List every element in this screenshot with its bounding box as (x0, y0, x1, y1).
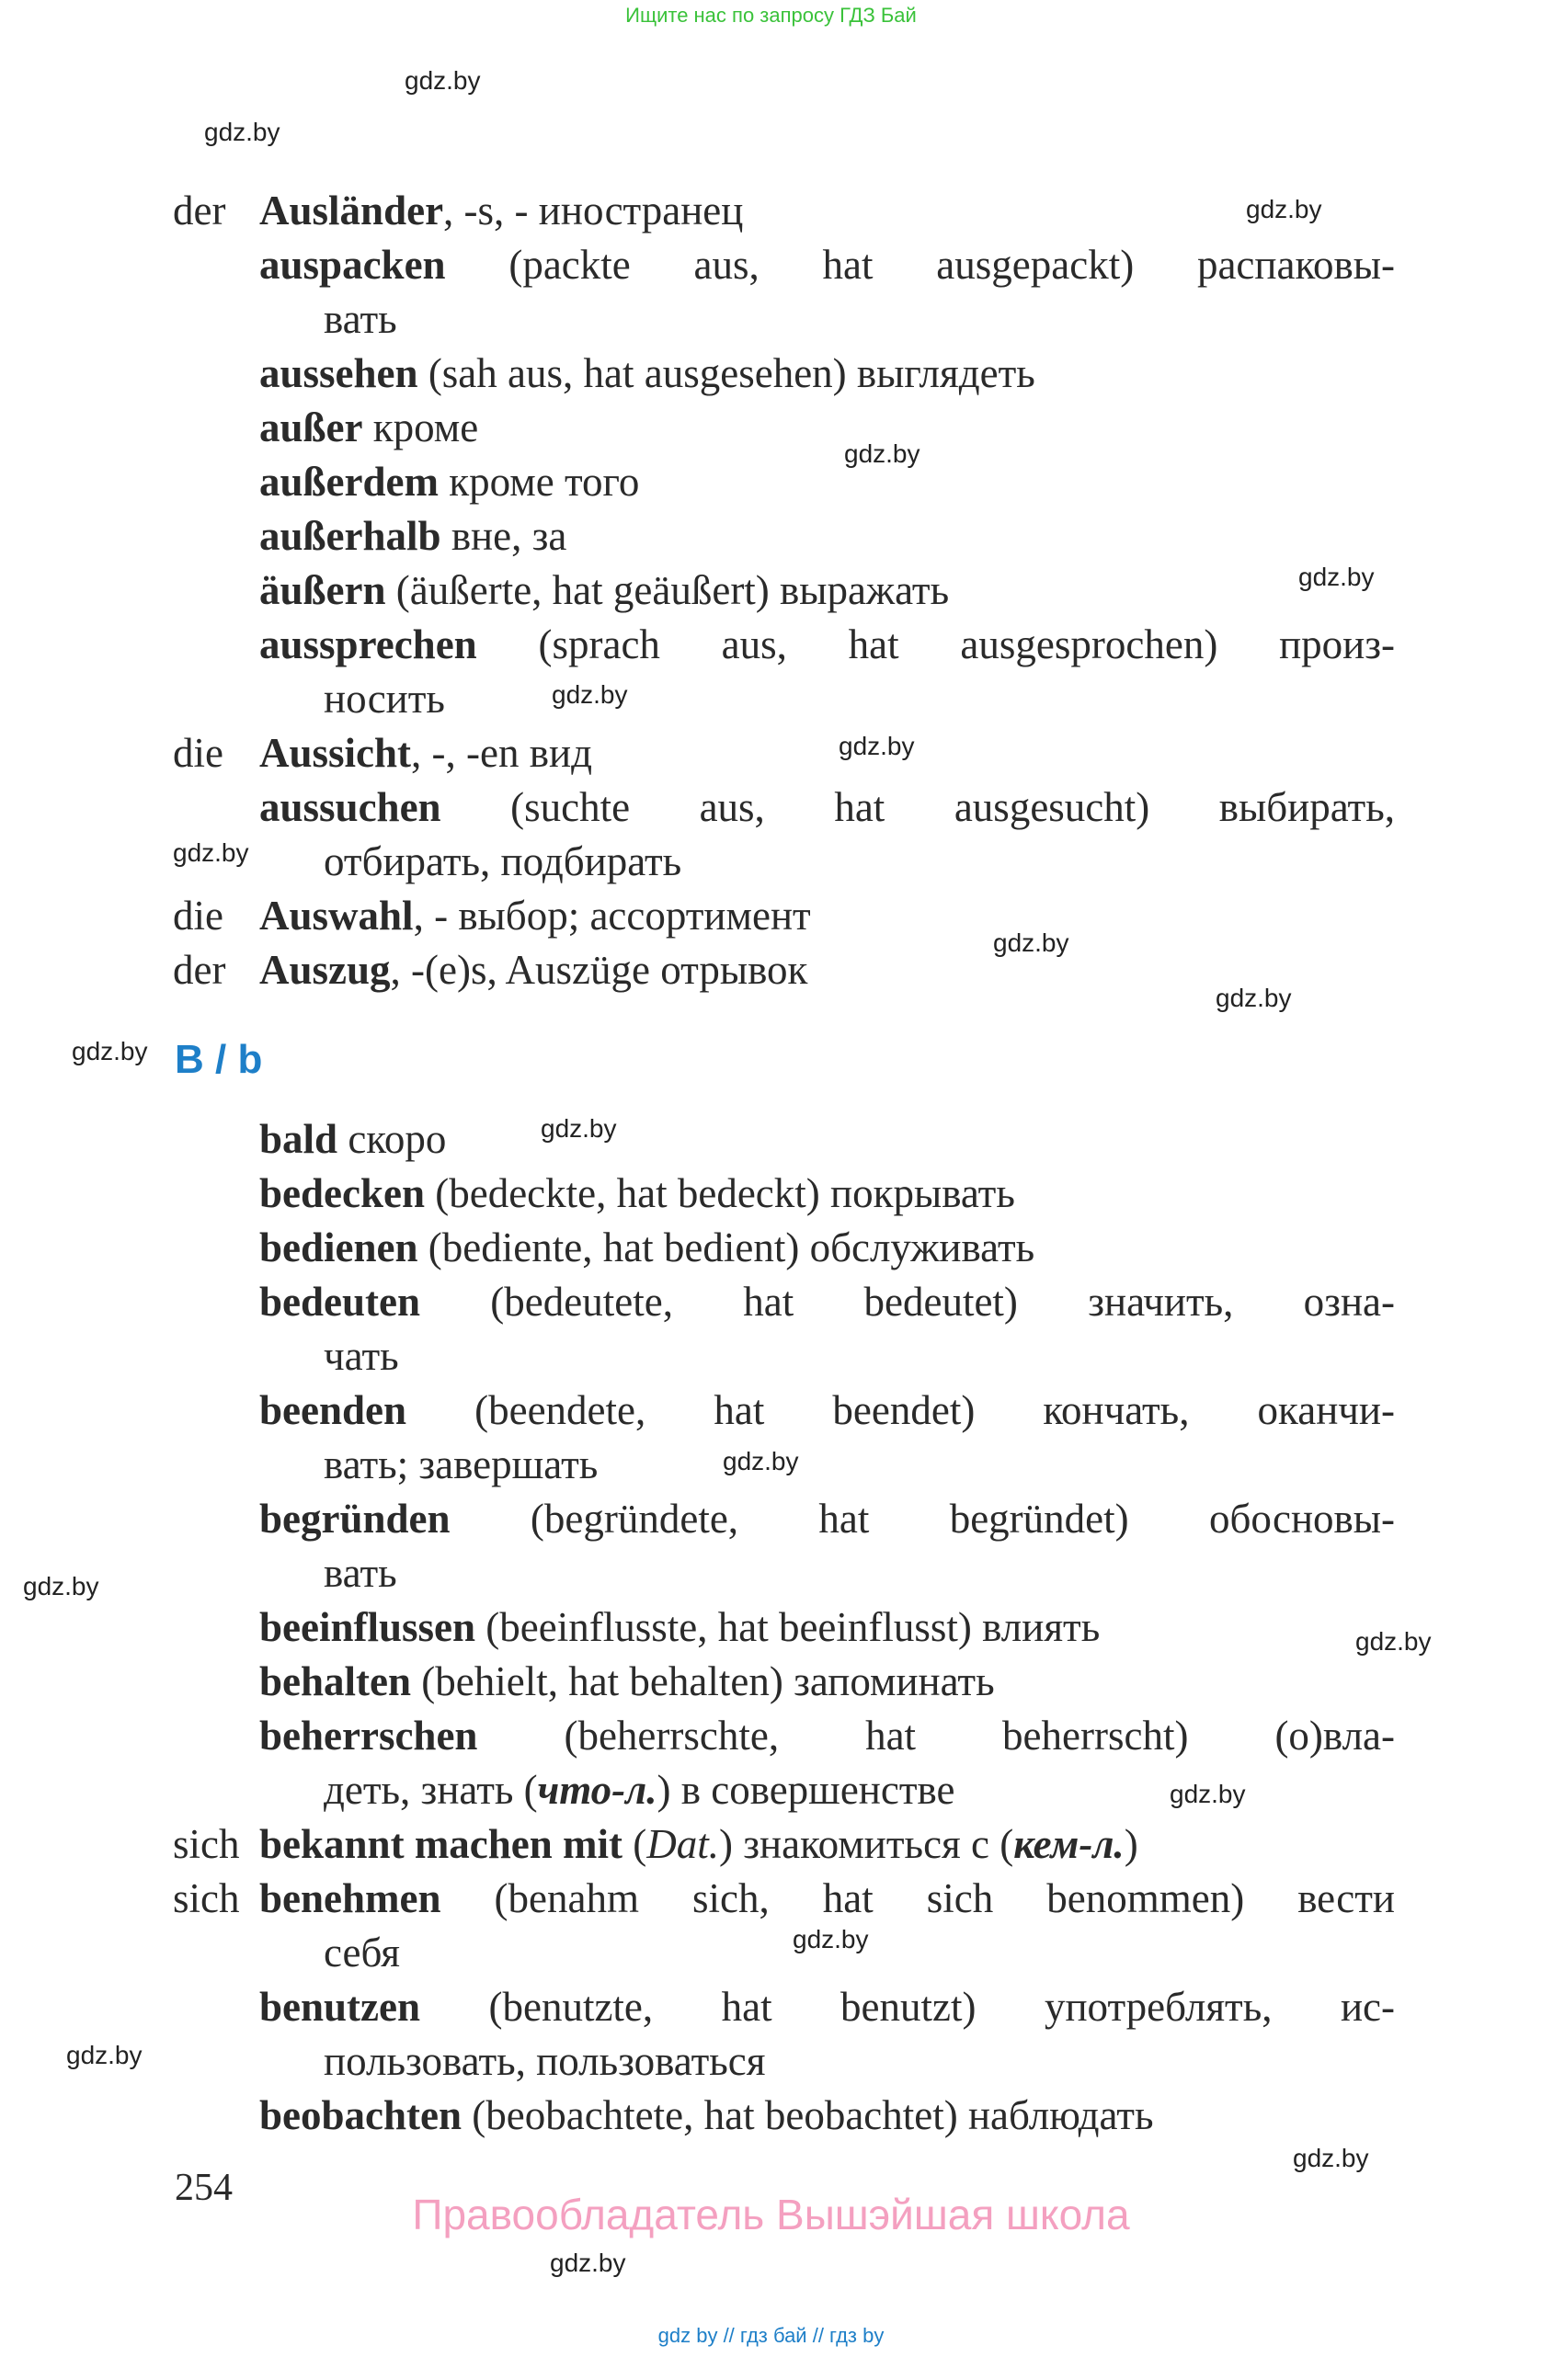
entry-continuation: себя (324, 1930, 400, 1976)
watermark: gdz.by (550, 2249, 626, 2277)
entry-definition: вне, за (440, 513, 567, 559)
dictionary-entry (259, 1112, 446, 1167)
entry-line (259, 726, 592, 780)
entry-article: der (173, 947, 226, 993)
entry-line (259, 1817, 1138, 1872)
entry-line (259, 238, 1395, 292)
rights-holder: Правообладатель Вышэйшая школа (412, 2191, 1130, 2238)
watermark: gdz.by (173, 838, 249, 867)
entry-definition: (bedeutete, hat bedeutet) значить, озна- (420, 1279, 1395, 1325)
entry-definition: (sah aus, hat ausgesehen) выглядеть (417, 350, 1035, 396)
entry-headword: bedeuten (259, 1279, 421, 1325)
entry-headword: außer (259, 404, 363, 450)
entry-definition: , -s, - иностранец (443, 188, 744, 233)
watermark: gdz.by (1246, 195, 1322, 223)
entry-article: die (173, 893, 223, 939)
watermark: gdz.by (66, 2041, 143, 2069)
entry-italic-note: Dat. (646, 1821, 720, 1867)
watermark: gdz.by (839, 732, 915, 760)
entry-definition: ( (623, 1821, 647, 1867)
watermark: gdz.by (1293, 2144, 1369, 2172)
entry-line (259, 1872, 1395, 1926)
dictionary-entry (259, 509, 566, 564)
entry-headword: Auszug (259, 947, 391, 993)
entry-headword: behalten (259, 1658, 412, 1704)
entry-line (259, 780, 1395, 835)
watermark: gdz.by (723, 1447, 799, 1475)
entry-headword: begründen (259, 1496, 451, 1542)
entry-definition: (bediente, hat bedient) обслуживать (417, 1224, 1035, 1270)
entry-definition: (suchte aus, hat ausgesucht) выбирать, (440, 784, 1395, 830)
dictionary-entry (259, 455, 639, 509)
entry-line (259, 1492, 1395, 1546)
dictionary-entry (259, 1655, 995, 1709)
entry-headword: beeinflussen (259, 1604, 476, 1650)
entry-definition: (äußerte, hat geäußert) выражать (385, 567, 950, 613)
entry-headword: aussehen (259, 350, 418, 396)
entry-definition: (beherrschte, hat beherrscht) (о)вла- (477, 1713, 1395, 1759)
watermark: gdz.by (1355, 1627, 1432, 1656)
watermark: gdz.by (1170, 1780, 1246, 1808)
entry-definition: (sprach aus, hat ausgesprochen) произ- (476, 621, 1395, 667)
watermark: gdz.by (1216, 984, 1292, 1012)
entry-continuation-text: ) в совершенстве (657, 1767, 955, 1813)
entry-line (259, 889, 811, 943)
entry-headword: beenden (259, 1387, 407, 1433)
entry-line (259, 1275, 1395, 1329)
entry-headword: außerdem (259, 459, 439, 505)
entry-continuation: чать (324, 1333, 399, 1379)
watermark: gdz.by (23, 1572, 99, 1600)
entry-headword: benutzen (259, 1984, 421, 2030)
dictionary-entry (259, 347, 1035, 401)
entry-continuation: вать (324, 296, 397, 342)
dictionary-entry (259, 1600, 1100, 1655)
entry-headword: bedecken (259, 1170, 425, 1216)
watermark: gdz.by (405, 66, 481, 95)
entry-headword: Aussicht (259, 730, 412, 776)
entry-headword: außerhalb (259, 513, 441, 559)
entry-article: der (173, 188, 226, 233)
entry-headword: bekannt machen mit (259, 1821, 623, 1867)
entry-headword: äußern (259, 567, 386, 613)
watermark: gdz.by (204, 118, 280, 146)
watermark: gdz.by (793, 1925, 869, 1953)
entry-definition: ) знакомиться с ( (719, 1821, 1014, 1867)
entry-definition: , -(e)s, Auszüge отрывок (390, 947, 808, 993)
entry-line (259, 184, 743, 238)
entry-definition: (beobachtete, hat beobachtet) наблюдать (462, 2092, 1154, 2138)
entry-headword: auspacken (259, 242, 446, 288)
dictionary-entry (259, 401, 478, 455)
watermark: gdz.by (541, 1114, 617, 1143)
entry-definition: (begründete, hat begründet) обосновы- (450, 1496, 1395, 1542)
entry-definition: кроме того (439, 459, 640, 505)
dictionary-entry (259, 1221, 1034, 1275)
entry-definition: кроме (362, 404, 479, 450)
entry-continuation: носить (324, 676, 445, 722)
entry-line (259, 1709, 1395, 1763)
entry-line (259, 1980, 1395, 2034)
entry-continuation-text: деть, знать ( (324, 1767, 538, 1813)
watermark: gdz.by (993, 928, 1069, 957)
dictionary-entry (259, 1167, 1015, 1221)
entry-headword: Auswahl (259, 893, 414, 939)
entry-headword: benehmen (259, 1875, 441, 1921)
entry-article: sich (173, 1821, 240, 1867)
entry-definition: (benahm sich, hat sich benommen) вести (440, 1875, 1395, 1921)
entry-definition: (behielt, hat behalten) запоминать (411, 1658, 995, 1704)
entry-article: die (173, 730, 223, 776)
watermark: gdz.by (1298, 563, 1375, 591)
entry-headword: aussprechen (259, 621, 477, 667)
entry-article: sich (173, 1875, 240, 1921)
entry-headword: bald (259, 1116, 338, 1162)
entry-line (259, 943, 807, 997)
entry-continuation: вать (324, 1550, 397, 1596)
dictionary-entry (259, 564, 949, 618)
footer-links: gdz by // гдз бай // гдз by (657, 2324, 885, 2347)
entry-continuation (324, 1763, 954, 1817)
section-heading-b: B / b (175, 1037, 263, 1082)
entry-headword: aussuchen (259, 784, 441, 830)
entry-definition: (beendete, hat beendet) кончать, оканчи- (406, 1387, 1395, 1433)
entry-continuation: отбирать, подбирать (324, 838, 682, 884)
top-banner: Ищите нас по запросу ГДЗ Бай (625, 4, 917, 27)
entry-headword: beherrschen (259, 1713, 478, 1759)
watermark: gdz.by (552, 680, 628, 709)
entry-definition: (benutzte, hat benutzt) употреблять, ис- (420, 1984, 1395, 2030)
entry-line (259, 618, 1395, 672)
entry-definition: скоро (337, 1116, 447, 1162)
entry-definition: ) (1124, 1821, 1138, 1867)
entry-definition: (beeinflusste, hat beeinflusst) влиять (475, 1604, 1101, 1650)
watermark: gdz.by (844, 439, 920, 468)
dictionary-entry (259, 2089, 1154, 2143)
entry-line (259, 1384, 1395, 1438)
entry-definition: , - выбор; ассортимент (413, 893, 811, 939)
entry-continuation: вать; завершать (324, 1441, 599, 1487)
page-number: 254 (175, 2167, 233, 2209)
entry-continuation: пользовать, пользоваться (324, 2038, 766, 2084)
entry-headword: Ausländer (259, 188, 444, 233)
entry-headword: beobachten (259, 2092, 463, 2138)
watermark: gdz.by (72, 1037, 148, 1065)
entry-italic-note: кем-л. (1013, 1821, 1125, 1867)
entry-definition: (bedeckte, hat bedeckt) покрывать (425, 1170, 1015, 1216)
entry-italic-note: что-л. (537, 1767, 657, 1813)
entry-definition: , -, -en вид (411, 730, 592, 776)
entry-definition: (packte aus, hat ausgepackt) распаковы- (445, 242, 1395, 288)
entry-headword: bedienen (259, 1224, 418, 1270)
